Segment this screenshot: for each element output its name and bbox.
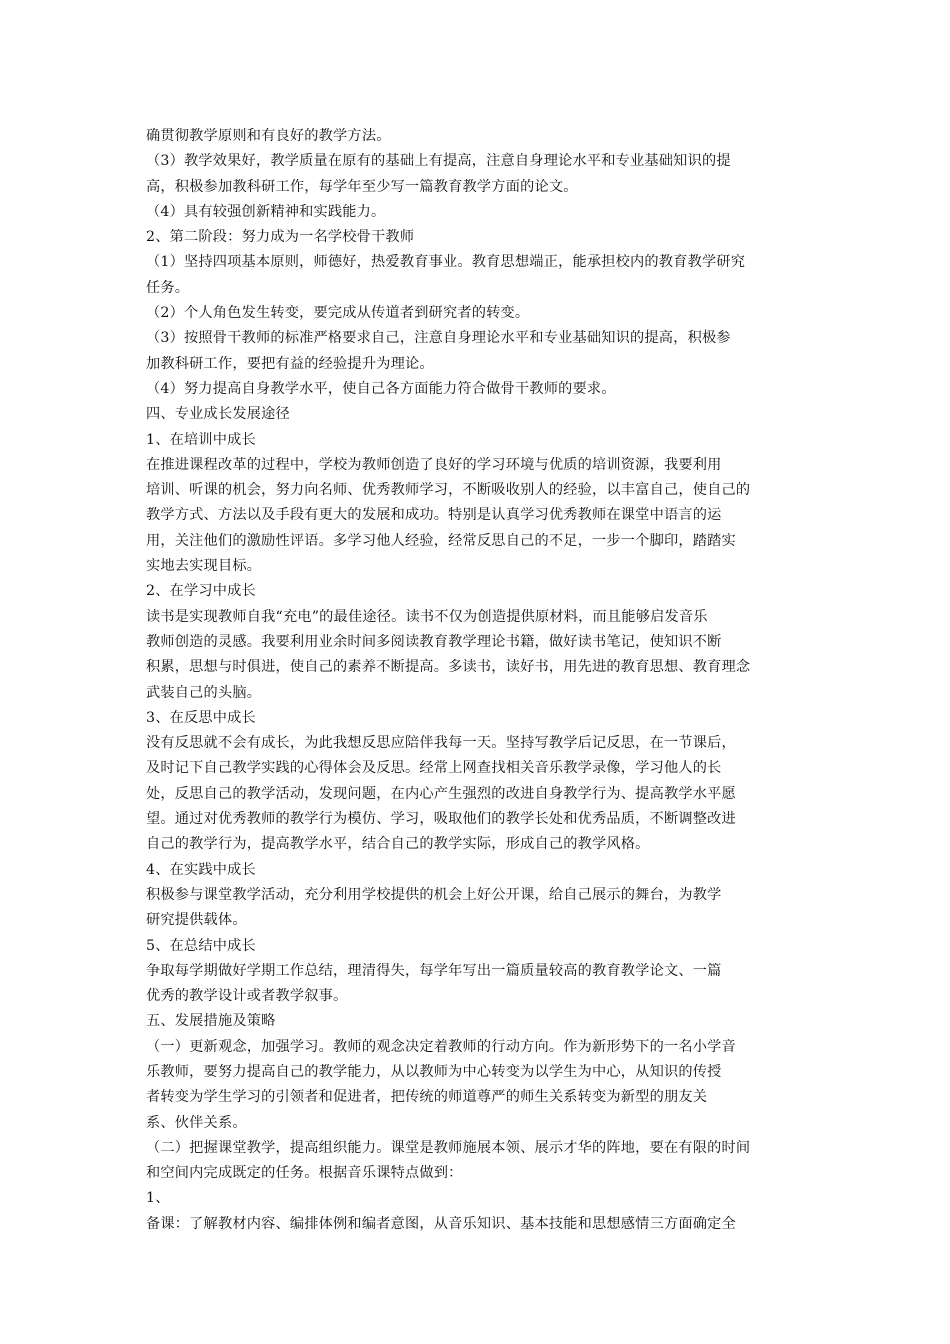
text-line: 者转变为学生学习的引领者和促进者，把传统的师道尊严的师生关系转变为新型的朋友关 xyxy=(146,1089,708,1106)
text-line: 处，反思自己的教学活动，发现问题，在内心产生强烈的改进自身教学行为、提高教学水平愿 xyxy=(146,785,736,802)
text-line: 教师创造的灵感。我要利用业余时间多阅读教育教学理论书籍，做好读书笔记，使知识不断 xyxy=(146,633,722,650)
subsection-heading: 1、在培训中成长 xyxy=(146,431,256,448)
text-line: 读书是实现教师自我“充电”的最佳途径。读书不仅为创造提供原材料，而且能够启发音乐 xyxy=(146,608,708,625)
text-line: 加教科研工作，要把有益的经验提升为理论。 xyxy=(146,355,434,372)
text-line: （1）坚持四项基本原则，师德好，热爱教育事业。教育思想端正，能承担校内的教育教学研究 xyxy=(146,254,746,271)
text-line: 优秀的教学设计或者教学叙事。 xyxy=(146,988,348,1005)
text-line: 实地去实现目标。 xyxy=(146,558,262,575)
text-line: （4）具有较强创新精神和实践能力。 xyxy=(146,203,386,220)
text-line: 系、伙伴关系。 xyxy=(146,1114,247,1131)
text-line: 培训、听课的机会，努力向名师、优秀教师学习，不断吸收别人的经验，以丰富自己，使自己的 xyxy=(146,482,751,499)
text-line: 及时记下自己教学实践的心得体会及反思。经常上网查找相关音乐教学录像，学习他人的长 xyxy=(146,760,722,777)
text-line: 自己的教学行为，提高教学水平，结合自己的教学实际，形成自己的教学风格。 xyxy=(146,836,650,853)
text-line: 争取每学期做好学期工作总结，理清得失，每学年写出一篇质量较高的教育教学论文、一篇 xyxy=(146,962,722,979)
text-line: 乐教师，要努力提高自己的教学能力，从以教师为中心转变为以学生为中心，从知识的传授 xyxy=(146,1063,722,1080)
text-line: （二）把握课堂教学，提高组织能力。课堂是教师施展本领、展示才华的阵地，要在有限的时间 xyxy=(146,1139,751,1156)
text-line: （4）努力提高自身教学水平，使自己各方面能力符合做骨干教师的要求。 xyxy=(146,380,616,397)
subsection-heading: 4、在实践中成长 xyxy=(146,861,256,878)
subsection-heading: 3、在反思中成长 xyxy=(146,709,256,726)
text-line: （一）更新观念，加强学习。教师的观念决定着教师的行动方向。作为新形势下的一名小学音 xyxy=(146,1038,736,1055)
text-line: 确贯彻教学原则和有良好的教学方法。 xyxy=(146,128,391,144)
text-line: 用，关注他们的激励性评语。多学习他人经验，经常反思自己的不足，一步一个脚印，踏踏实 xyxy=(146,532,736,549)
text-line: 武装自己的头脑。 xyxy=(146,684,262,701)
text-line: 高，积极参加教科研工作，每学年至少写一篇教育教学方面的论文。 xyxy=(146,178,578,195)
text-line: （2）个人角色发生转变，要完成从传道者到研究者的转变。 xyxy=(146,305,530,322)
text-line: 积累，思想与时俱进，使自己的素养不断提高。多读书，读好书，用先进的教育思想、教育理念 xyxy=(146,659,751,676)
section-heading: 2、第二阶段：努力成为一名学校骨干教师 xyxy=(146,229,415,246)
text-line: 备课：了解教材内容、编排体例和编者意图，从音乐知识、基本技能和思想感情三方面确定全 xyxy=(146,1215,736,1232)
section-heading: 五、发展措施及策略 xyxy=(146,1013,276,1030)
text-line: 教学方式、方法以及手段有更大的发展和成功。特别是认真学习优秀教师在课堂中语言的运 xyxy=(146,507,722,524)
subsection-heading: 2、在学习中成长 xyxy=(146,583,256,600)
text-line: （3）按照骨干教师的标准严格要求自己，注意自身理论水平和专业基础知识的提高，积极参 xyxy=(146,330,731,347)
text-line: 望。通过对优秀教师的教学行为模仿、学习，吸取他们的教学长处和优秀品质，不断调整改进 xyxy=(146,811,736,828)
subsection-heading: 5、在总结中成长 xyxy=(146,937,256,954)
text-line: 1、 xyxy=(146,1190,170,1207)
text-line: 任务。 xyxy=(146,279,190,296)
text-line: 在推进课程改革的过程中，学校为教师创造了良好的学习环境与优质的培训资源，我要利用 xyxy=(146,456,722,473)
text-line: （3）教学效果好，教学质量在原有的基础上有提高，注意自身理论水平和专业基础知识的提 xyxy=(146,153,731,170)
section-heading: 四、专业成长发展途径 xyxy=(146,406,290,423)
document-body xyxy=(146,124,808,1237)
text-line: 和空间内完成既定的任务。根据音乐课特点做到： xyxy=(146,1165,463,1182)
text-line: 积极参与课堂教学活动，充分利用学校提供的机会上好公开课，给自己展示的舞台，为教学 xyxy=(146,886,722,903)
text-line: 研究提供载体。 xyxy=(146,912,247,929)
text-line: 没有反思就不会有成长，为此我想反思应陪伴我每一天。坚持写教学后记反思，在一节课后， xyxy=(146,735,736,752)
